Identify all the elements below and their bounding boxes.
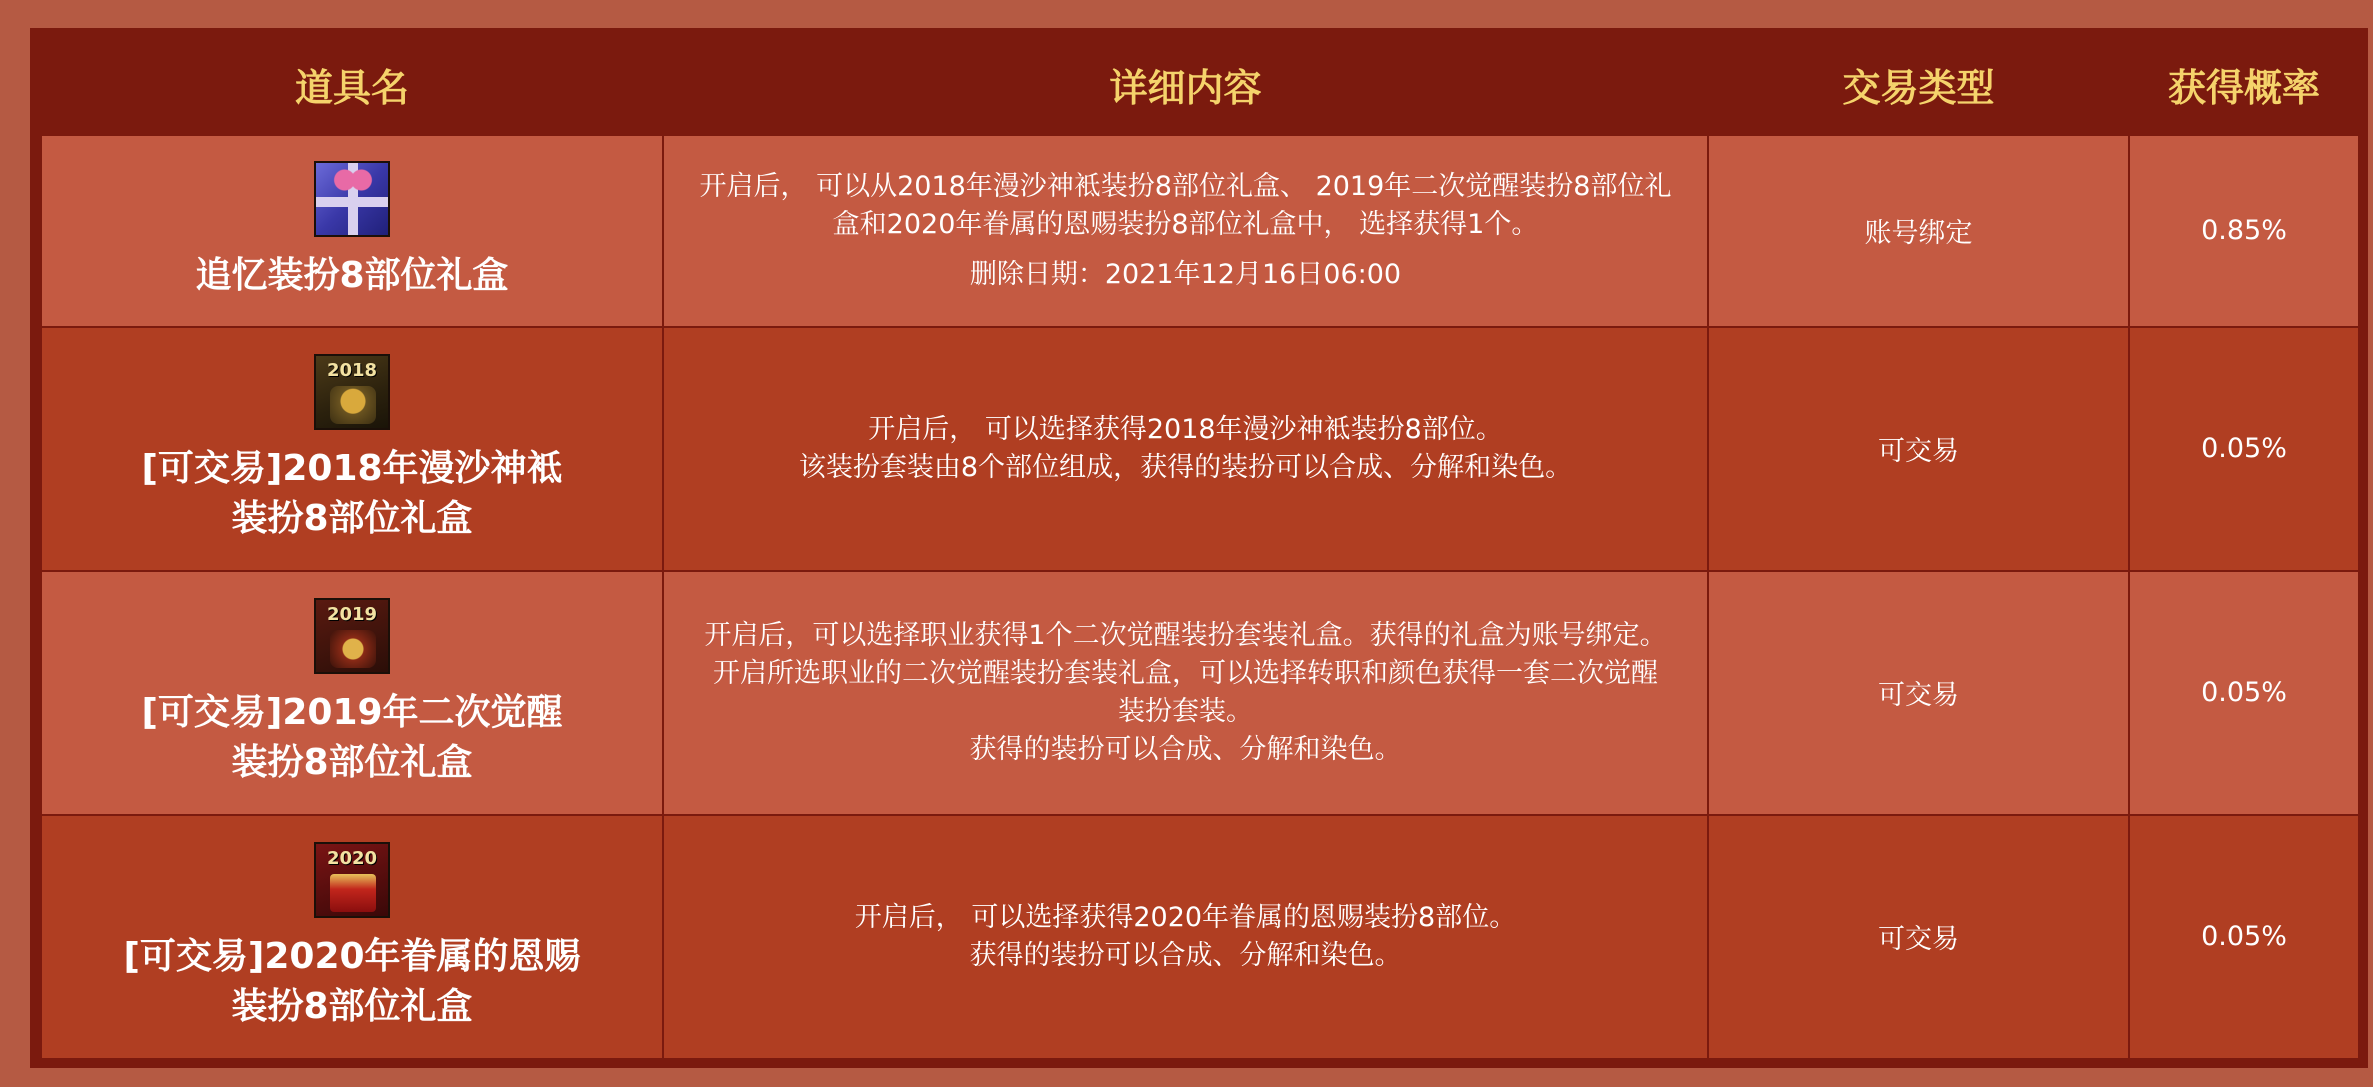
- box-2018-icon: [314, 354, 390, 430]
- icon-year-label: 2018: [326, 359, 378, 381]
- item-name-line: 装扮8部位礼盒: [231, 741, 473, 783]
- probability-cell: [2129, 815, 2359, 1059]
- box-2019-icon: [314, 598, 390, 674]
- details-line: 获得的装扮可以合成、分解和染色。: [969, 733, 1402, 765]
- details-line: 开启后， 可以选择获得2020年眷属的恩赐装扮8部位。: [854, 901, 1517, 933]
- item-name-line: 装扮8部位礼盒: [231, 497, 473, 539]
- item-name: 追忆装扮8部位礼盒: [195, 254, 509, 296]
- table-row: [41, 571, 2359, 815]
- probability-cell: [2129, 327, 2359, 571]
- trade-type-cell: [1708, 571, 2129, 815]
- table-row: [41, 815, 2359, 1059]
- item-name-line: [可交易]2019年二次觉醒: [141, 691, 563, 733]
- item-name-line: 装扮8部位礼盒: [231, 985, 473, 1027]
- trade-type-cell: [1708, 815, 2129, 1059]
- item-cell: [41, 135, 663, 327]
- details-cell: [663, 815, 1708, 1059]
- header-probability: 获得概率: [2129, 34, 2359, 135]
- table-header-row: [41, 34, 2359, 135]
- header-trade-type: 交易类型: [1708, 34, 2129, 135]
- probability: 0.85%: [2201, 215, 2287, 247]
- item-cell: [41, 815, 663, 1059]
- probability-table-frame: [30, 28, 2368, 1068]
- probability: 0.05%: [2201, 921, 2287, 953]
- icon-year-label: 2020: [326, 847, 378, 869]
- details-line: 开启后，可以选择职业获得1个二次觉醒装扮套装礼盒。获得的礼盒为账号绑定。: [704, 619, 1667, 651]
- probability: 0.05%: [2201, 433, 2287, 465]
- probability-cell: [2129, 135, 2359, 327]
- trade-type: 可交易: [1878, 924, 1959, 956]
- trade-type-cell: [1708, 135, 2129, 327]
- trade-type: 账号绑定: [1864, 218, 1973, 250]
- details-line: 装扮套装。: [1118, 695, 1253, 727]
- details-line: 获得的装扮可以合成、分解和染色。: [969, 939, 1402, 971]
- trade-type: 可交易: [1878, 680, 1959, 712]
- icon-year-label: 2019: [326, 603, 378, 625]
- trade-type: 可交易: [1878, 436, 1959, 468]
- table-row: [41, 327, 2359, 571]
- table-row: [41, 135, 2359, 327]
- item-name-line: [可交易]2018年漫沙神袛: [141, 447, 563, 489]
- header-details: 详细内容: [663, 34, 1708, 135]
- item-name-line: [可交易]2020年眷属的恩赐: [123, 935, 581, 977]
- details-cell: [663, 135, 1708, 327]
- box-2020-icon: [314, 842, 390, 918]
- header-item-name: 道具名: [41, 34, 663, 135]
- probability-cell: [2129, 571, 2359, 815]
- details-line: 该装扮套装由8个部位组成，获得的装扮可以合成、分解和染色。: [798, 451, 1573, 483]
- details-cell: [663, 327, 1708, 571]
- details-line: 开启所选职业的二次觉醒装扮套装礼盒，可以选择转职和颜色获得一套二次觉醒: [713, 657, 1658, 689]
- details-line: 开启后， 可以选择获得2018年漫沙神袛装扮8部位。: [868, 413, 1503, 445]
- item-cell: [41, 327, 663, 571]
- trade-type-cell: [1708, 327, 2129, 571]
- item-probability-table: [40, 34, 2360, 1060]
- item-cell: [41, 571, 663, 815]
- details-cell: [663, 571, 1708, 815]
- gift-box-icon: [314, 161, 390, 237]
- probability: 0.05%: [2201, 677, 2287, 709]
- delete-date-note: 删除日期：2021年12月16日06:00: [969, 258, 1402, 290]
- details-line: 盒和2020年眷属的恩赐装扮8部位礼盒中， 选择获得1个。: [832, 208, 1539, 240]
- details-line: 开启后， 可以从2018年漫沙神袛装扮8部位礼盒、 2019年二次觉醒装扮8部位礼: [699, 170, 1672, 202]
